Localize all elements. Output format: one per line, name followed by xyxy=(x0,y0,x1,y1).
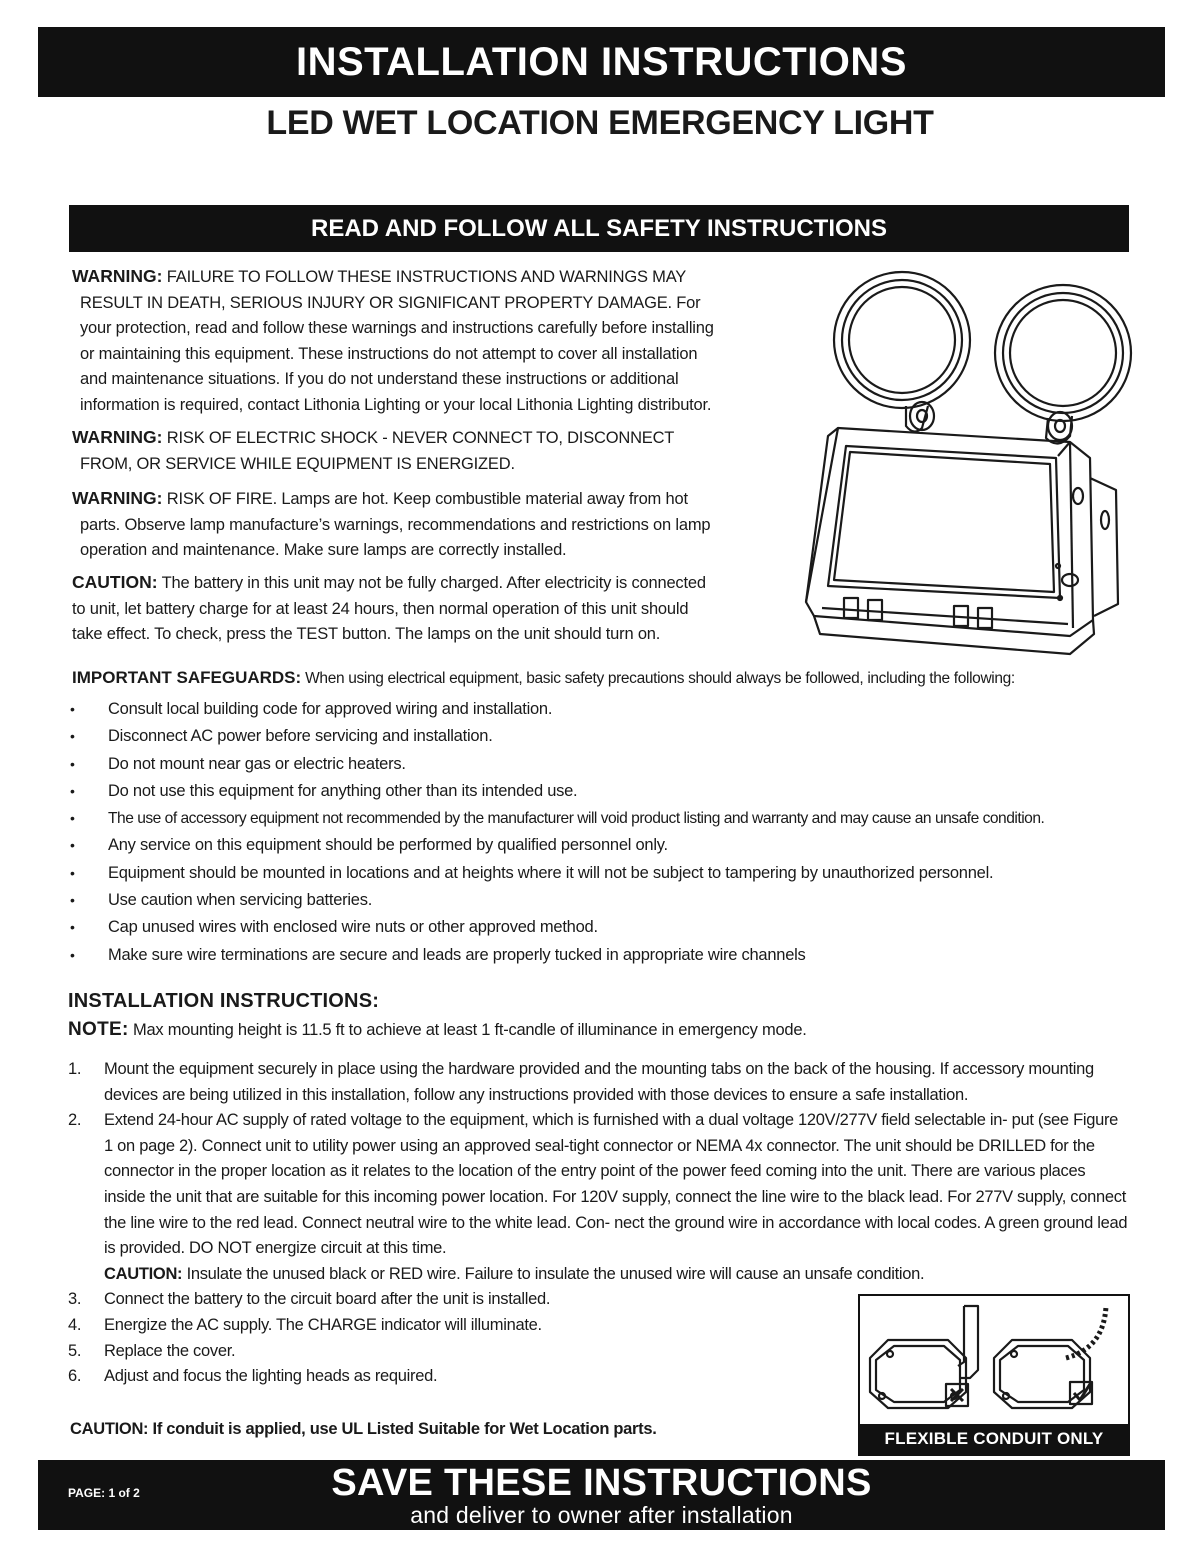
caution-battery xyxy=(72,570,784,648)
warning-text: RISK OF FIRE. Lamps are hot. Keep combustible material away from hot xyxy=(166,490,688,508)
safety-banner: READ AND FOLLOW ALL SAFETY INSTRUCTIONS xyxy=(69,205,1129,252)
footer-banner xyxy=(38,1460,1165,1530)
save-instructions-subtitle: and deliver to owner after installation xyxy=(410,1502,793,1528)
warning-text: FROM, OR SERVICE WHILE EQUIPMENT IS ENERGIZED. xyxy=(80,454,515,473)
caution-text: Insulate the unused black or RED wire. Failure to insulate the unused wire will cause an unsafe condition. xyxy=(186,1264,925,1283)
step-number: 1. xyxy=(68,1060,82,1078)
warning-label: WARNING: xyxy=(72,427,163,447)
warning-text: operation and maintenance. Make sure lamps are correctly installed. xyxy=(80,541,567,559)
warning-text: information is required, contact Lithonia Lighting or your local Lithonia Lighting distributor. xyxy=(80,395,712,414)
list-item: • Equipment should be mounted in locations and at heights where it will not be subject to tampering by unauthorized personnel. xyxy=(70,860,1150,887)
list-item xyxy=(68,1339,844,1365)
page-number: PAGE: 1 of 2 xyxy=(68,1486,140,1500)
step-number: 5. xyxy=(68,1341,82,1360)
flexible-conduit-figure xyxy=(858,1294,1130,1456)
warning-text: RESULT IN DEATH, SERIOUS INJURY OR SIGNIFICANT PROPERTY DAMAGE. For xyxy=(80,293,701,312)
list-item xyxy=(68,1108,1128,1287)
warning-label: WARNING: xyxy=(72,488,163,508)
product-subtitle: LED WET LOCATION EMERGENCY LIGHT xyxy=(266,104,934,142)
warning-label: WARNING: xyxy=(72,266,163,286)
step-number: 3. xyxy=(68,1290,82,1309)
warning-text: or maintaining this equipment. These instructions do not attempt to cover all installation xyxy=(80,344,698,363)
list-item xyxy=(68,1057,1128,1108)
step-number: 6. xyxy=(68,1367,82,1386)
list-item xyxy=(68,1287,844,1313)
warning-text: and maintenance situations. If you do not understand these instructions or additional xyxy=(80,370,679,388)
safeguards-label: IMPORTANT SAFEGUARDS: xyxy=(72,668,302,687)
list-item: • Consult local building code for approved wiring and installation. xyxy=(70,696,1150,723)
caution-text: to unit, let battery charge for at least 24 hours, then normal operation of this unit should xyxy=(72,599,689,618)
warning-text: parts. Observe lamp manufacture’s warnings, recommendations and restrictions on lamp xyxy=(80,515,711,534)
list-item: • The use of accessory equipment not recommended by the manufacturer will void product listing and warranty and may cause an unsafe condition. xyxy=(70,805,1150,832)
warning-failure xyxy=(72,264,782,418)
list-item: • Use caution when servicing batteries. xyxy=(70,887,1150,914)
step-number: 2. xyxy=(68,1111,82,1130)
mounting-note xyxy=(68,1019,1168,1041)
list-item: • Any service on this equipment should be performed by qualified personnel only. xyxy=(70,832,1150,859)
list-item: • Make sure wire terminations are secure and leads are properly tucked in appropriate wire channels xyxy=(70,942,1150,969)
list-item: • Disconnect AC power before servicing and installation. xyxy=(70,723,1150,750)
emergency-light-illustration xyxy=(798,268,1143,658)
save-instructions-title: SAVE THESE INSTRUCTIONS xyxy=(331,1462,872,1504)
warning-text: RISK OF ELECTRIC SHOCK - NEVER CONNECT TO, DISCONNECT xyxy=(166,429,675,447)
safeguard-list xyxy=(70,696,1150,969)
warning-text: FAILURE TO FOLLOW THESE INSTRUCTIONS AND WARNINGS MAY xyxy=(166,268,687,286)
page-title-banner: INSTALLATION INSTRUCTIONS xyxy=(38,27,1165,97)
note-text: Max mounting height is 11.5 ft to achieve at least 1 ft-candle of illuminance in emergency mode. xyxy=(132,1021,807,1039)
warning-fire xyxy=(72,486,782,564)
conduit-caution: CAUTION: If conduit is applied, use UL Listed Suitable for Wet Location parts. xyxy=(70,1420,657,1438)
caution-text: The battery in this unit may not be fully charged. After electricity is connected xyxy=(161,574,706,592)
list-item: • Do not mount near gas or electric heaters. xyxy=(70,751,1150,778)
conduit-diagram xyxy=(860,1296,1128,1424)
safeguards-intro xyxy=(72,666,1162,691)
caution-label: CAUTION: xyxy=(72,572,158,592)
step-text: Replace the cover. xyxy=(104,1341,236,1360)
step-text: Energize the AC supply. The CHARGE indicator will illuminate. xyxy=(104,1315,542,1334)
list-item xyxy=(68,1364,844,1390)
conduit-caption: FLEXIBLE CONDUIT ONLY xyxy=(860,1424,1128,1454)
warning-electric-shock xyxy=(72,425,782,477)
caution-text: take effect. To check, press the TEST button. The lamps on the unit should turn on. xyxy=(72,625,661,643)
step-text: Connect the battery to the circuit board after the unit is installed. xyxy=(104,1290,551,1309)
step-text: Mount the equipment securely in place using the hardware provided and the mounting tabs on the back of the housing. If accessory mounting devices are being utilized in this installation, follow any instructions provided with those devices to ensure a safe installation. xyxy=(104,1060,1094,1104)
list-item: • Do not use this equipment for anything other than its intended use. xyxy=(70,778,1150,805)
installation-heading: INSTALLATION INSTRUCTIONS: xyxy=(68,990,380,1012)
step-caution xyxy=(104,1262,1128,1288)
list-item xyxy=(68,1313,844,1339)
note-label: NOTE: xyxy=(68,1019,129,1040)
step-number: 4. xyxy=(68,1315,82,1334)
step-text: Extend 24-hour AC supply of rated voltage to the equipment, which is furnished with a dual voltage 120V/277V field selectable in- put (see Figure 1 on page 2). Connect unit to utility power using an approved seal-tight connector or NEMA 4x connector. The unit should be DRILLED for the connector in the proper location as it relates to the location of the entry point of the power feed coming into the unit. There are various places inside the unit that are suitable for this incoming power location. For 120V supply, connect the line wire to the black lead. For 277V supply, connect the line wire to the red lead. Connect neutral wire to the white lead. Con- nect the ground wire in accordance with local codes. A green ground lead is provided. DO NOT energize circuit at this time. xyxy=(104,1111,1128,1258)
caution-label: CAUTION: xyxy=(104,1264,183,1283)
warning-text: your protection, read and follow these warnings and instructions carefully before installing xyxy=(80,319,714,337)
step-text: Adjust and focus the lighting heads as required. xyxy=(104,1367,438,1386)
list-item: • Cap unused wires with enclosed wire nuts or other approved method. xyxy=(70,914,1150,941)
safeguards-intro-text: When using electrical equipment, basic safety precautions should always be followed, including the following: xyxy=(305,670,1015,687)
